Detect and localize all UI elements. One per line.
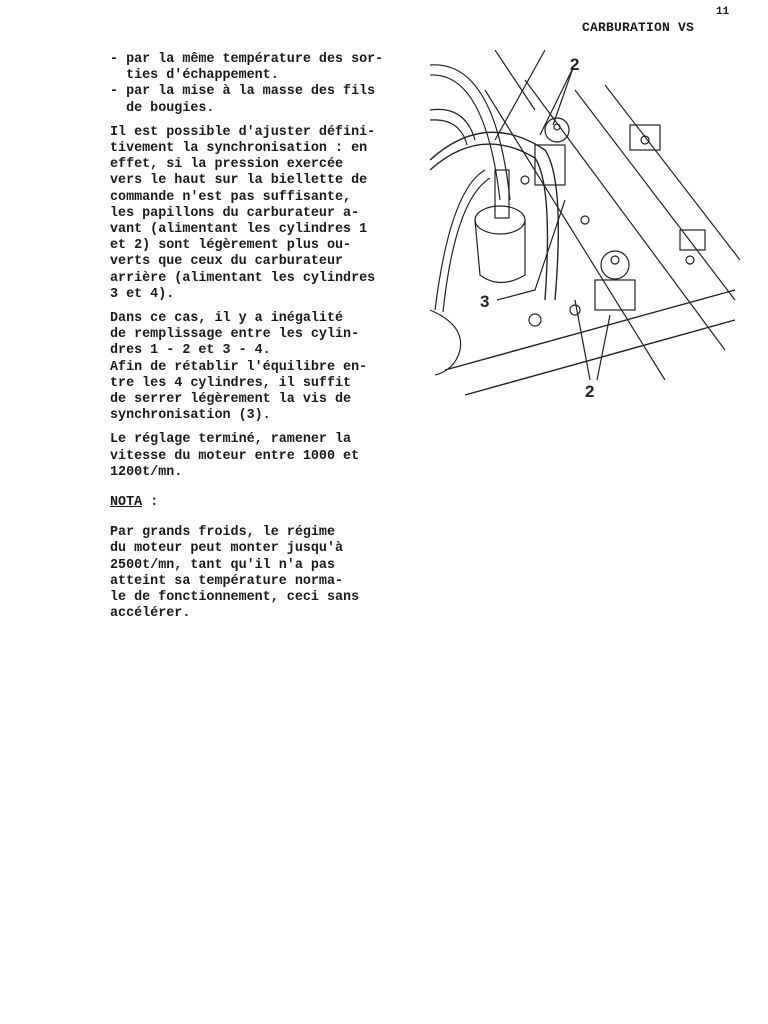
text-line: arrière (alimentant les cylindres [110,270,376,286]
text-line: 2500t/mn, tant qu'il n'a pas [110,557,335,573]
nota-heading [110,495,430,511]
text-column [110,52,430,631]
text-line: commande n'est pas suffisante, [110,189,352,205]
text-line: tre les 4 cylindres, il suffit [110,375,352,391]
text-line: du moteur peut monter jusqu'à [110,541,344,557]
running-head: CARBURATION VS [582,20,695,35]
text-line: verts que ceux du carburateur [110,254,344,270]
text-line: Le réglage terminé, ramener la [110,432,352,448]
text-line: atteint sa température norma- [110,573,344,589]
text-line: et 2) sont légèrement plus ou- [110,238,352,254]
paragraph-inegalite [110,311,430,424]
text-line: synchronisation (3). [110,408,271,424]
nota-label: NOTA [110,495,143,511]
bullet-line: de bougies. [110,100,215,116]
text-line: dres 1 - 2 et 3 - 4. [110,343,271,359]
text-line: 3 et 4). [110,286,175,302]
text-line: le de fonctionnement, ceci sans [110,590,360,606]
text-line: Dans ce cas, il y a inégalité [110,311,344,327]
page-number: 11 [716,6,730,18]
text-line: Par grands froids, le régime [110,525,335,541]
text-line: vers le haut sur la biellette de [110,173,368,189]
paragraph-reglage [110,432,430,481]
text-line: de serrer légèrement la vis de [110,392,352,408]
text-line: vitesse du moteur entre 1000 et [110,448,360,464]
bullet-line: - par la mise à la masse des fils [110,84,376,100]
text-line: Il est possible d'ajuster défini- [110,124,376,140]
text-line: Afin de rétablir l'équilibre en- [110,359,368,375]
text-line: 1200t/mn. [110,464,183,480]
nota-paragraph [110,525,430,622]
bullet-line: - par la même température des sor- [110,52,384,67]
callout-2-top: 2 [570,55,580,74]
text-line: les papillons du carburateur a- [110,205,360,221]
engine-drawing-icon [425,50,740,410]
nota-colon: : [142,495,159,511]
paragraph-synchronisation [110,125,430,303]
text-line: de remplissage entre les cylin- [110,327,360,343]
text-line: tivement la synchronisation : en [110,141,368,157]
text-line: effet, si la pression exercée [110,157,344,173]
bullet-list [110,52,430,117]
engine-illustration [425,50,740,410]
callout-3: 3 [480,292,490,311]
callout-2-bottom: 2 [585,382,595,401]
text-line: vant (alimentant les cylindres 1 [110,222,368,238]
bullet-line: ties d'échappement. [110,68,279,84]
text-line: accélérer. [110,606,191,622]
